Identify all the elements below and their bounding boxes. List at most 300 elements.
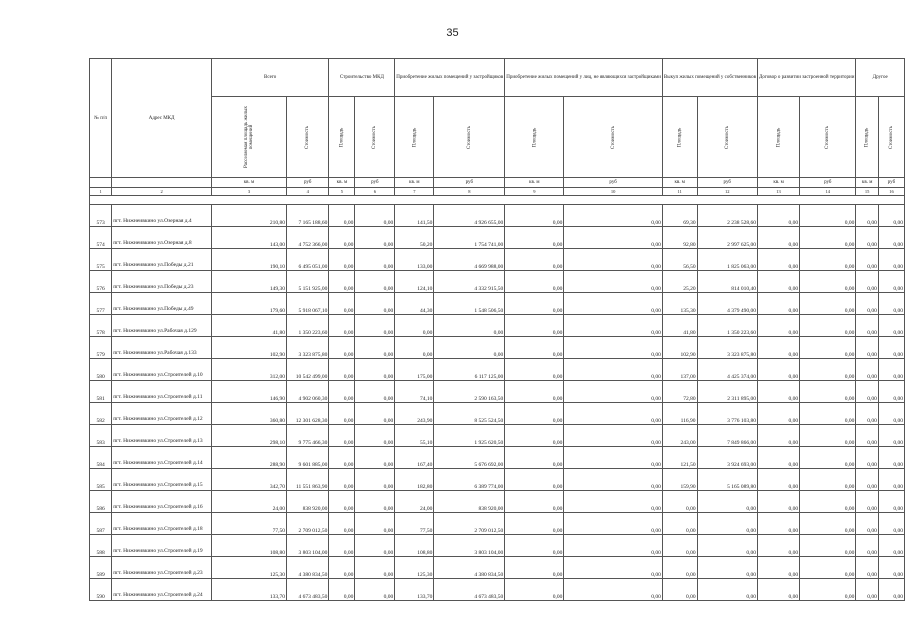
value-cell: 0,00 — [355, 579, 395, 601]
value-cell: 0,00 — [564, 271, 663, 293]
row-index-cell: 576 — [90, 271, 112, 293]
value-cell: 9 601 885,00 — [286, 447, 328, 469]
unit-cell: руб — [286, 178, 328, 188]
value-cell: 0,00 — [355, 535, 395, 557]
value-cell: 0,00 — [757, 227, 799, 249]
subheader-total-area: Расселяемая площадь жилых помещений — [243, 106, 254, 168]
value-cell: 298,10 — [211, 425, 286, 447]
address-cell: пгт. Нижнеивкино ул.Строителей д.19 — [112, 535, 212, 557]
value-cell: 41,80 — [662, 315, 697, 337]
index-header: № п/п — [90, 59, 112, 178]
row-index-cell: 580 — [90, 359, 112, 381]
value-cell: 0,00 — [505, 227, 564, 249]
value-cell: 0,00 — [662, 579, 697, 601]
value-cell: 0,00 — [878, 447, 904, 469]
column-number-cell: 9 — [505, 188, 564, 196]
row-index-cell: 579 — [90, 337, 112, 359]
value-cell: 0,00 — [878, 535, 904, 557]
value-cell: 0,00 — [697, 579, 757, 601]
value-cell: 0,00 — [505, 337, 564, 359]
value-cell: 3 776 103,80 — [697, 403, 757, 425]
value-cell: 0,00 — [757, 513, 799, 535]
value-cell: 1 548 506,50 — [434, 293, 505, 315]
value-cell: 0,00 — [564, 491, 663, 513]
column-number-cell: 16 — [878, 188, 904, 196]
group-header-territory-development: Договор о развитии застроенной территории — [757, 59, 855, 97]
value-cell: 0,00 — [856, 447, 879, 469]
value-cell: 0,00 — [355, 205, 395, 227]
value-cell: 0,00 — [697, 535, 757, 557]
table-row — [90, 249, 905, 271]
subheader-area: Площадь — [531, 127, 537, 148]
value-cell: 175,00 — [395, 359, 434, 381]
value-cell: 0,00 — [355, 557, 395, 579]
value-cell: 0,00 — [856, 315, 879, 337]
row-index-cell: 589 — [90, 557, 112, 579]
value-cell: 5 918 067,10 — [286, 293, 328, 315]
value-cell: 243,90 — [395, 403, 434, 425]
value-cell: 0,00 — [505, 359, 564, 381]
value-cell: 77,50 — [395, 513, 434, 535]
value-cell: 0,00 — [355, 381, 395, 403]
unit-cell: кв. м — [211, 178, 286, 188]
value-cell: 0,00 — [878, 491, 904, 513]
unit-cell: руб — [878, 178, 904, 188]
value-cell: 0,00 — [662, 535, 697, 557]
value-cell: 0,00 — [878, 425, 904, 447]
value-cell: 0,00 — [505, 315, 564, 337]
subheader-cost: Стоимость — [888, 125, 894, 150]
value-cell: 0,00 — [505, 293, 564, 315]
value-cell: 0,00 — [856, 359, 879, 381]
value-cell: 0,00 — [878, 513, 904, 535]
value-cell: 4 379 490,00 — [697, 293, 757, 315]
value-cell: 133,00 — [395, 249, 434, 271]
value-cell: 0,00 — [564, 337, 663, 359]
value-cell: 0,00 — [564, 425, 663, 447]
value-cell: 141,50 — [395, 205, 434, 227]
units-blank — [112, 178, 212, 188]
row-index-cell: 585 — [90, 469, 112, 491]
table-row — [90, 447, 905, 469]
spacer-row — [90, 196, 905, 205]
value-cell: 814 010,40 — [697, 271, 757, 293]
value-cell: 11 551 863,90 — [286, 469, 328, 491]
value-cell: 0,00 — [757, 579, 799, 601]
value-cell: 0,00 — [505, 491, 564, 513]
value-cell: 4 380 834,50 — [434, 557, 505, 579]
value-cell: 0,00 — [878, 205, 904, 227]
value-cell: 0,00 — [878, 403, 904, 425]
row-index-cell: 586 — [90, 491, 112, 513]
value-cell: 2 590 163,50 — [434, 381, 505, 403]
value-cell: 0,00 — [800, 381, 856, 403]
value-cell: 1 350 223,60 — [286, 315, 328, 337]
value-cell: 0,00 — [329, 227, 355, 249]
value-cell: 0,00 — [878, 469, 904, 491]
unit-cell: кв. м — [329, 178, 355, 188]
value-cell: 0,00 — [757, 535, 799, 557]
column-number-cell: 15 — [856, 188, 879, 196]
value-cell: 342,70 — [211, 469, 286, 491]
value-cell: 0,00 — [355, 337, 395, 359]
value-cell: 0,00 — [800, 469, 856, 491]
column-number-cell: 5 — [329, 188, 355, 196]
address-cell: пгт. Нижнеивкино ул.Строителей д.11 — [112, 381, 212, 403]
resettlement-table — [89, 58, 905, 601]
table-row — [90, 579, 905, 601]
group-header-total: Всего — [211, 59, 328, 97]
value-cell: 0,00 — [329, 513, 355, 535]
value-cell: 0,00 — [505, 469, 564, 491]
table-row — [90, 227, 905, 249]
subheader-area: Площадь — [776, 127, 782, 148]
value-cell: 0,00 — [878, 271, 904, 293]
value-cell: 0,00 — [878, 557, 904, 579]
value-cell: 2 709 012,50 — [286, 513, 328, 535]
value-cell: 0,00 — [564, 579, 663, 601]
value-cell: 0,00 — [329, 535, 355, 557]
value-cell: 0,00 — [800, 535, 856, 557]
value-cell: 0,00 — [564, 535, 663, 557]
value-cell: 0,00 — [505, 271, 564, 293]
unit-cell: кв. м — [757, 178, 799, 188]
column-number-cell: 6 — [355, 188, 395, 196]
subheader-area: Площадь — [864, 127, 870, 148]
value-cell: 0,00 — [856, 579, 879, 601]
value-cell: 0,00 — [757, 491, 799, 513]
value-cell: 2 238 528,60 — [697, 205, 757, 227]
group-header-purchase-developers: Приобретение жилых помещений у застройщиков — [395, 59, 505, 97]
table-row — [90, 535, 905, 557]
table-row — [90, 205, 905, 227]
value-cell: 0,00 — [757, 337, 799, 359]
value-cell: 0,00 — [800, 293, 856, 315]
value-cell: 0,00 — [329, 403, 355, 425]
value-cell: 190,10 — [211, 249, 286, 271]
column-number-cell: 2 — [112, 188, 212, 196]
value-cell: 0,00 — [564, 315, 663, 337]
value-cell: 0,00 — [564, 469, 663, 491]
value-cell: 0,00 — [757, 447, 799, 469]
value-cell: 4 902 060,30 — [286, 381, 328, 403]
address-cell: пгт. Нижнеивкино ул.Строителей д.14 — [112, 447, 212, 469]
value-cell: 0,00 — [329, 249, 355, 271]
value-cell: 0,00 — [757, 205, 799, 227]
row-index-cell: 583 — [90, 425, 112, 447]
value-cell: 0,00 — [800, 227, 856, 249]
value-cell: 0,00 — [395, 315, 434, 337]
table-row — [90, 557, 905, 579]
row-index-cell: 587 — [90, 513, 112, 535]
unit-cell: руб — [697, 178, 757, 188]
value-cell: 0,00 — [662, 557, 697, 579]
value-cell: 0,00 — [564, 447, 663, 469]
value-cell: 0,00 — [564, 227, 663, 249]
value-cell: 3 323 875,80 — [286, 337, 328, 359]
value-cell: 7 165 188,60 — [286, 205, 328, 227]
table-row — [90, 491, 905, 513]
value-cell: 360,80 — [211, 403, 286, 425]
value-cell: 0,00 — [564, 381, 663, 403]
value-cell: 0,00 — [800, 557, 856, 579]
address-cell: пгт. Нижнеивкино ул.Строителей д.24 — [112, 579, 212, 601]
table-row — [90, 337, 905, 359]
value-cell: 6 389 774,00 — [434, 469, 505, 491]
value-cell: 3 803 104,00 — [286, 535, 328, 557]
value-cell: 143,00 — [211, 227, 286, 249]
value-cell: 0,00 — [355, 491, 395, 513]
address-cell: пгт. Нижнеивкино ул.Победы д.49 — [112, 293, 212, 315]
column-number-row — [90, 188, 905, 196]
value-cell: 0,00 — [757, 271, 799, 293]
value-cell: 4 669 988,00 — [434, 249, 505, 271]
value-cell: 0,00 — [505, 249, 564, 271]
value-cell: 0,00 — [800, 337, 856, 359]
unit-cell: кв. м — [856, 178, 879, 188]
value-cell: 102,90 — [211, 337, 286, 359]
value-cell: 2 311 895,00 — [697, 381, 757, 403]
table-row — [90, 293, 905, 315]
value-cell: 125,30 — [395, 557, 434, 579]
header-group-row — [90, 59, 905, 97]
value-cell: 0,00 — [856, 227, 879, 249]
address-cell: пгт. Нижнеивкино ул.Победы д.21 — [112, 249, 212, 271]
value-cell: 0,00 — [800, 315, 856, 337]
value-cell: 0,00 — [757, 469, 799, 491]
value-cell: 0,00 — [878, 249, 904, 271]
value-cell: 0,00 — [564, 293, 663, 315]
value-cell: 838 920,00 — [286, 491, 328, 513]
column-number-cell: 7 — [395, 188, 434, 196]
column-number-cell: 14 — [800, 188, 856, 196]
value-cell: 137,00 — [662, 359, 697, 381]
table-row — [90, 381, 905, 403]
value-cell: 0,00 — [757, 359, 799, 381]
value-cell: 0,00 — [355, 293, 395, 315]
value-cell: 0,00 — [878, 579, 904, 601]
value-cell: 0,00 — [800, 271, 856, 293]
value-cell: 0,00 — [856, 425, 879, 447]
value-cell: 3 323 875,80 — [697, 337, 757, 359]
subheader-cost: Стоимость — [305, 125, 311, 150]
value-cell: 125,30 — [211, 557, 286, 579]
value-cell: 0,00 — [856, 271, 879, 293]
value-cell: 121,50 — [662, 447, 697, 469]
subheader-cost: Стоимость — [466, 125, 472, 150]
column-number-cell: 11 — [662, 188, 697, 196]
value-cell: 4 926 655,00 — [434, 205, 505, 227]
value-cell: 102,90 — [662, 337, 697, 359]
value-cell: 4 673 483,50 — [434, 579, 505, 601]
value-cell: 92,80 — [662, 227, 697, 249]
table-row — [90, 403, 905, 425]
value-cell: 0,00 — [564, 205, 663, 227]
subheader-cost: Стоимость — [724, 125, 730, 150]
value-cell: 0,00 — [329, 469, 355, 491]
value-cell: 7 849 866,00 — [697, 425, 757, 447]
units-blank — [90, 178, 112, 188]
subheader-area: Площадь — [339, 127, 345, 148]
unit-cell: руб — [564, 178, 663, 188]
value-cell: 0,00 — [329, 579, 355, 601]
value-cell: 288,90 — [211, 447, 286, 469]
value-cell: 146,90 — [211, 381, 286, 403]
value-cell: 116,90 — [662, 403, 697, 425]
value-cell: 0,00 — [355, 513, 395, 535]
value-cell: 3 924 693,00 — [697, 447, 757, 469]
value-cell: 0,00 — [355, 227, 395, 249]
value-cell: 0,00 — [505, 535, 564, 557]
value-cell: 12 301 628,30 — [286, 403, 328, 425]
group-header-construction: Строительство МКД — [329, 59, 395, 97]
unit-cell: кв. м — [662, 178, 697, 188]
address-cell: пгт. Нижнеивкино ул.Строителей д.10 — [112, 359, 212, 381]
address-cell: пгт. Нижнеивкино ул.Победы д.23 — [112, 271, 212, 293]
value-cell: 4 752 366,00 — [286, 227, 328, 249]
value-cell: 133,70 — [211, 579, 286, 601]
units-row — [90, 178, 905, 188]
row-index-cell: 581 — [90, 381, 112, 403]
column-number-cell: 8 — [434, 188, 505, 196]
value-cell: 0,00 — [355, 447, 395, 469]
value-cell: 179,60 — [211, 293, 286, 315]
value-cell: 0,00 — [856, 535, 879, 557]
value-cell: 0,00 — [329, 337, 355, 359]
value-cell: 6 117 125,00 — [434, 359, 505, 381]
address-cell: пгт. Нижнеивкино ул.Строителей д.16 — [112, 491, 212, 513]
address-cell: пгт. Нижнеивкино ул.Озерная д.8 — [112, 227, 212, 249]
value-cell: 0,00 — [800, 491, 856, 513]
row-index-cell: 573 — [90, 205, 112, 227]
value-cell: 0,00 — [800, 513, 856, 535]
value-cell: 3 803 104,00 — [434, 535, 505, 557]
value-cell: 6 495 051,00 — [286, 249, 328, 271]
column-number-cell: 1 — [90, 188, 112, 196]
value-cell: 0,00 — [329, 447, 355, 469]
value-cell: 0,00 — [697, 491, 757, 513]
value-cell: 0,00 — [564, 557, 663, 579]
value-cell: 2 709 012,50 — [434, 513, 505, 535]
value-cell: 24,00 — [211, 491, 286, 513]
value-cell: 0,00 — [329, 381, 355, 403]
value-cell: 0,00 — [800, 403, 856, 425]
value-cell: 0,00 — [800, 425, 856, 447]
row-index-cell: 590 — [90, 579, 112, 601]
unit-cell: руб — [800, 178, 856, 188]
value-cell: 0,00 — [800, 249, 856, 271]
value-cell: 0,00 — [355, 469, 395, 491]
value-cell: 2 997 625,00 — [697, 227, 757, 249]
value-cell: 0,00 — [757, 315, 799, 337]
value-cell: 9 775 466,30 — [286, 425, 328, 447]
value-cell: 0,00 — [697, 557, 757, 579]
row-index-cell: 588 — [90, 535, 112, 557]
row-index-cell: 577 — [90, 293, 112, 315]
value-cell: 50,20 — [395, 227, 434, 249]
value-cell: 5 676 692,00 — [434, 447, 505, 469]
value-cell: 72,80 — [662, 381, 697, 403]
value-cell: 0,00 — [329, 293, 355, 315]
value-cell: 0,00 — [505, 403, 564, 425]
value-cell: 312,00 — [211, 359, 286, 381]
address-header: Адрес МКД — [112, 59, 212, 178]
value-cell: 0,00 — [505, 425, 564, 447]
value-cell: 108,80 — [211, 535, 286, 557]
value-cell: 0,00 — [505, 205, 564, 227]
value-cell: 0,00 — [800, 205, 856, 227]
value-cell: 0,00 — [878, 381, 904, 403]
row-index-cell: 584 — [90, 447, 112, 469]
value-cell: 0,00 — [757, 425, 799, 447]
table-row — [90, 315, 905, 337]
value-cell: 69,30 — [662, 205, 697, 227]
address-cell: пгт. Нижнеивкино ул.Строителей д.23 — [112, 557, 212, 579]
address-cell: пгт. Нижнеивкино ул.Рабочая д.133 — [112, 337, 212, 359]
column-number-cell: 12 — [697, 188, 757, 196]
value-cell: 0,00 — [329, 359, 355, 381]
value-cell: 0,00 — [355, 249, 395, 271]
address-cell: пгт. Нижнеивкино ул.Строителей д.15 — [112, 469, 212, 491]
value-cell: 0,00 — [355, 315, 395, 337]
value-cell: 25,20 — [662, 271, 697, 293]
value-cell: 0,00 — [878, 359, 904, 381]
address-cell: пгт. Нижнеивкино ул.Рабочая д.129 — [112, 315, 212, 337]
value-cell: 1 754 741,00 — [434, 227, 505, 249]
table-row — [90, 359, 905, 381]
value-cell: 0,00 — [757, 381, 799, 403]
value-cell: 0,00 — [878, 227, 904, 249]
value-cell: 159,90 — [662, 469, 697, 491]
unit-cell: кв. м — [395, 178, 434, 188]
column-number-cell: 13 — [757, 188, 799, 196]
subheader-cost: Стоимость — [372, 125, 378, 150]
value-cell: 838 920,00 — [434, 491, 505, 513]
subheader-cost: Стоимость — [610, 125, 616, 150]
group-header-other: Другое — [856, 59, 905, 97]
value-cell: 108,80 — [395, 535, 434, 557]
row-index-cell: 582 — [90, 403, 112, 425]
value-cell: 1 825 063,00 — [697, 249, 757, 271]
value-cell: 0,00 — [856, 205, 879, 227]
column-number-cell: 3 — [211, 188, 286, 196]
header-subcolumn-row — [90, 97, 905, 178]
value-cell: 0,00 — [856, 469, 879, 491]
value-cell: 44,30 — [395, 293, 434, 315]
value-cell: 1 350 223,60 — [697, 315, 757, 337]
value-cell: 0,00 — [856, 337, 879, 359]
unit-cell: руб — [355, 178, 395, 188]
value-cell: 10 542 499,00 — [286, 359, 328, 381]
subheader-area: Площадь — [411, 127, 417, 148]
group-header-purchase-non-developers: Приобретение жилых помещений у лиц, не являющихся застройщиками — [505, 59, 663, 97]
value-cell: 0,00 — [329, 425, 355, 447]
value-cell: 0,00 — [564, 403, 663, 425]
subheader-cost: Стоимость — [825, 125, 831, 150]
value-cell: 0,00 — [757, 403, 799, 425]
value-cell: 0,00 — [355, 359, 395, 381]
unit-cell: руб — [434, 178, 505, 188]
value-cell: 4 425 374,00 — [697, 359, 757, 381]
value-cell: 0,00 — [757, 249, 799, 271]
value-cell: 0,00 — [395, 337, 434, 359]
value-cell: 0,00 — [505, 579, 564, 601]
value-cell: 0,00 — [856, 557, 879, 579]
value-cell: 0,00 — [329, 491, 355, 513]
value-cell: 0,00 — [856, 403, 879, 425]
value-cell: 77,50 — [211, 513, 286, 535]
value-cell: 0,00 — [355, 271, 395, 293]
